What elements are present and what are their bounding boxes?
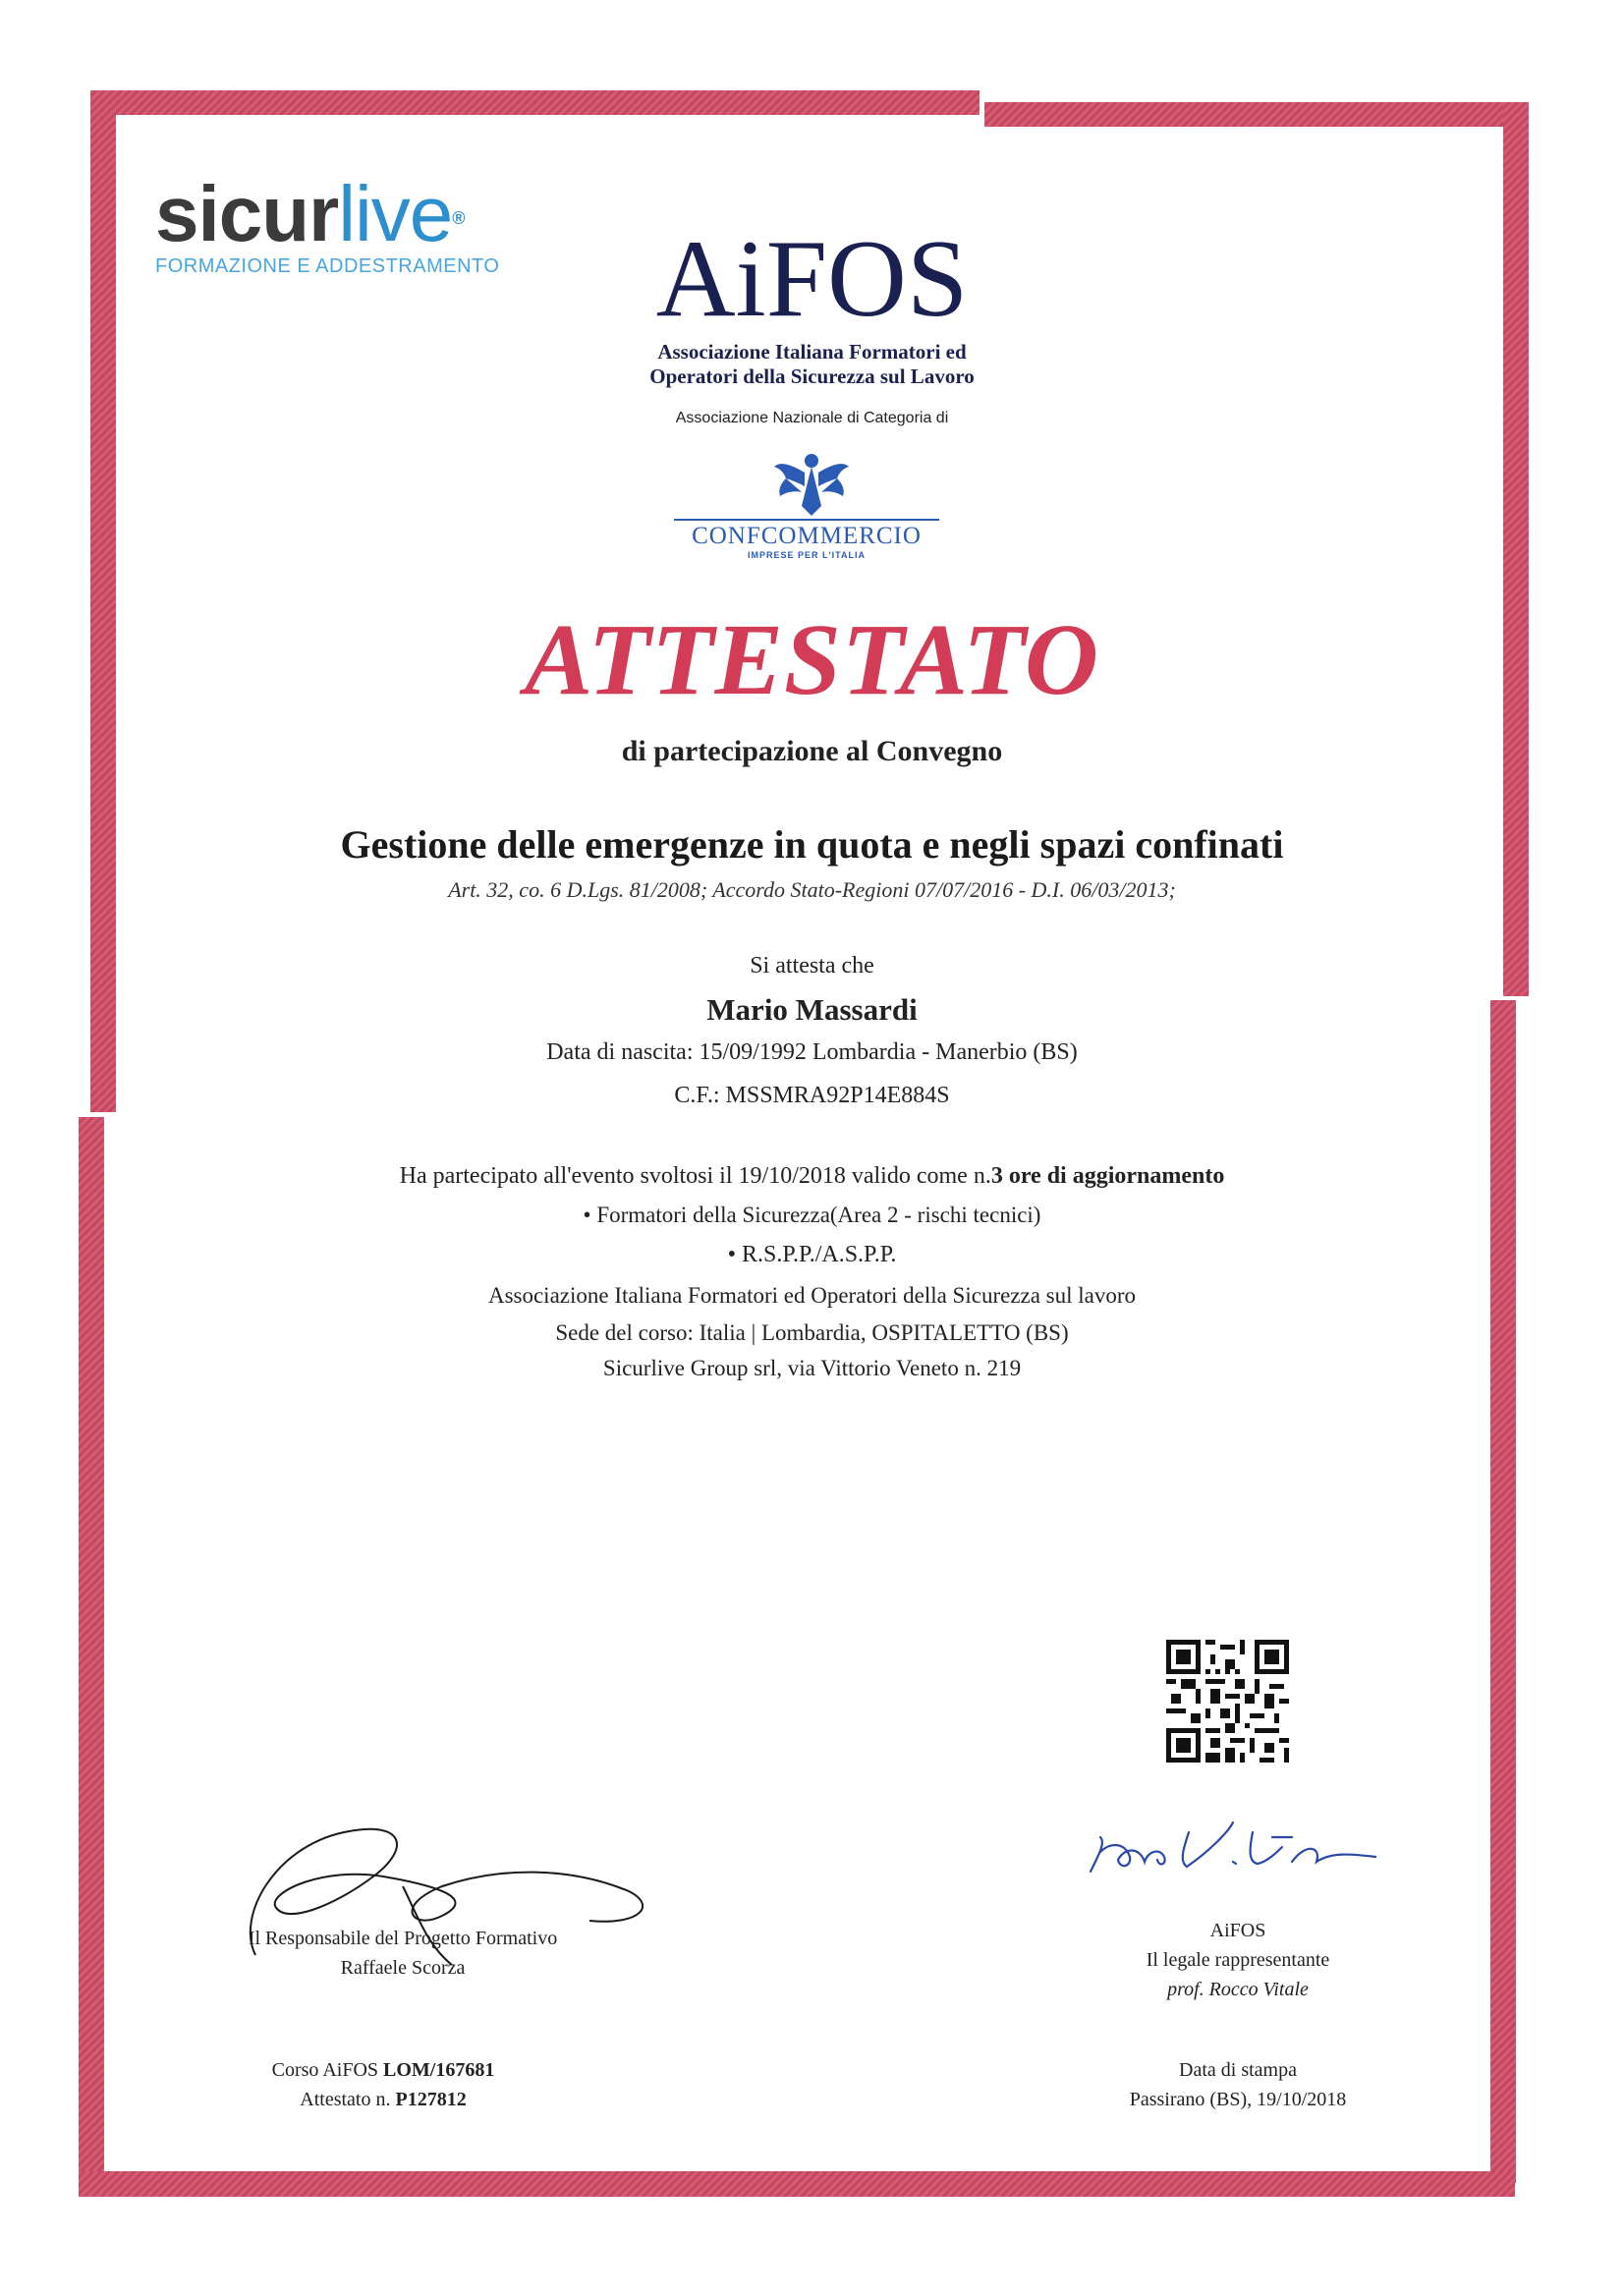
venue: Sede del corso: Italia | Lombardia, OSPITALETTO (BS) xyxy=(555,1320,1069,1345)
frame-bar-top-left xyxy=(90,90,980,115)
certificate-subtitle: di partecipazione al Convegno xyxy=(621,735,1003,767)
participant-name: Mario Massardi xyxy=(706,992,918,1027)
responsible-role: Il Responsabile del Progetto Formativo xyxy=(248,1928,558,1949)
frame-bar-bottom xyxy=(79,2171,1515,2197)
certificate-number-line xyxy=(216,2085,550,2114)
sicurlive-logo-word-dark: sicur xyxy=(155,170,339,257)
aifos-category: Associazione Nazionale di Categoria di xyxy=(675,410,949,426)
confcommercio-tagline: IMPRESE PER L'ITALIA xyxy=(748,550,866,560)
fiscal-code: C.F.: MSSMRA92P14E884S xyxy=(674,1083,950,1108)
event-line xyxy=(0,1163,1624,1190)
qr-code xyxy=(1166,1640,1289,1763)
aifos-logo: AiFOS xyxy=(655,218,969,340)
confcommercio-logo xyxy=(674,519,939,560)
sicurlive-logo-word-blue: live xyxy=(338,170,453,257)
course-label: Corso AiFOS xyxy=(271,2059,384,2081)
course-info-block xyxy=(216,2055,550,2114)
print-place-date: Passirano (BS), 19/10/2018 xyxy=(1129,2089,1347,2110)
course-code: LOM/167681 xyxy=(383,2059,495,2081)
certificate-title: ATTESTATO xyxy=(524,603,1100,716)
course-title: Gestione delle emergenze in quota e negli spazi confinati xyxy=(340,822,1284,867)
confcommercio-name: CONFCOMMERCIO xyxy=(692,523,922,549)
attesta-line: Si attesta che xyxy=(750,953,874,979)
law-reference: Art. 32, co. 6 D.Lgs. 81/2008; Accordo Stato-Regioni 07/07/2016 - D.I. 06/03/2013; xyxy=(448,877,1176,902)
role-2: • R.S.P.P./A.S.P.P. xyxy=(727,1242,897,1267)
course-code-line xyxy=(216,2055,550,2085)
signature-org: AiFOS xyxy=(1209,1920,1266,1941)
legal-representative-block xyxy=(1061,1916,1415,2004)
role-1: • Formatori della Sicurezza(Area 2 - rischi tecnici) xyxy=(583,1203,1041,1227)
sicurlive-tagline: FORMAZIONE E ADDESTRAMENTO xyxy=(155,255,500,277)
aifos-full-name xyxy=(0,340,1624,389)
registered-mark: ® xyxy=(452,208,465,228)
event-prefix: Ha partecipato all'evento svoltosi il 19/10/2018 valido come n. xyxy=(399,1163,991,1189)
responsible-block xyxy=(177,1924,629,1983)
legal-name: prof. Rocco Vitale xyxy=(1167,1979,1309,2000)
aifos-full-name-line2: Operatori della Sicurezza sul Lavoro xyxy=(649,364,975,388)
aifos-full-name-line1: Associazione Italiana Formatori ed xyxy=(657,340,967,364)
birth-info: Data di nascita: 15/09/1992 Lombardia - Manerbio (BS) xyxy=(546,1039,1078,1065)
address: Sicurlive Group srl, via Vittorio Veneto n. 219 xyxy=(602,1356,1022,1380)
event-hours: 3 ore di aggiornamento xyxy=(990,1163,1225,1189)
confcommercio-eagle-icon xyxy=(772,447,851,518)
frame-bar-top-right xyxy=(984,102,1528,127)
responsible-name: Raffaele Scorza xyxy=(340,1957,466,1979)
print-label: Data di stampa xyxy=(1179,2059,1297,2081)
frame-bar-left-lower xyxy=(79,1117,104,2196)
organizer: Associazione Italiana Formatori ed Operatori della Sicurezza sul lavoro xyxy=(487,1283,1137,1308)
certificate-number: P127812 xyxy=(395,2089,467,2110)
signature-vitale xyxy=(1071,1793,1395,1901)
certificate-label: Attestato n. xyxy=(300,2089,396,2110)
print-date-block xyxy=(1061,2055,1415,2114)
legal-role: Il legale rappresentante xyxy=(1146,1949,1330,1971)
